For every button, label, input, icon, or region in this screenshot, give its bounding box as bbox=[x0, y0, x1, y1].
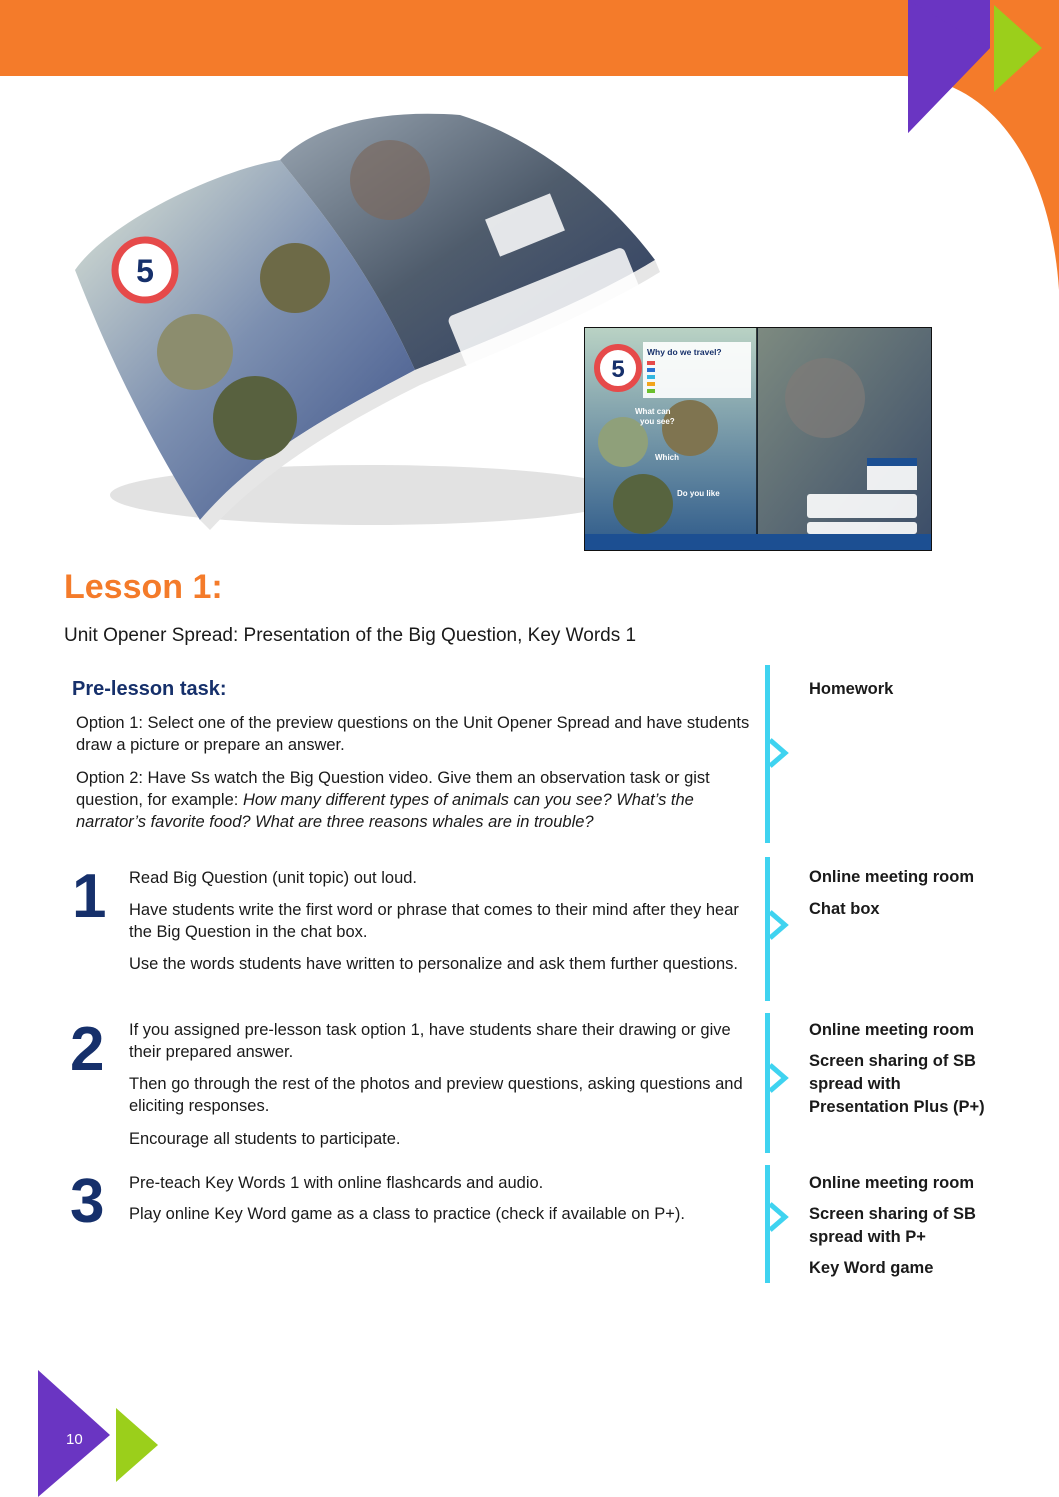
step1-para2: Have students write the first word or phrase that comes to their mind after they hear the Big Question in the chat box. bbox=[129, 901, 739, 941]
step1-resource-2: Chat box bbox=[809, 900, 880, 918]
option2-examples: How many different types of animals can you see? What’s the narrator’s favorite food? What are three reasons whales are in trouble? bbox=[76, 791, 694, 831]
svg-text:you see?: you see? bbox=[640, 417, 675, 426]
svg-text:5: 5 bbox=[611, 356, 625, 383]
pre-lesson-title: Pre-lesson task: bbox=[72, 678, 227, 700]
step1-resource-1: Online meeting room bbox=[809, 868, 975, 886]
resource-homework: Homework bbox=[809, 680, 894, 698]
step3-para1: Pre-teach Key Words 1 with online flashcards and audio. bbox=[129, 1174, 544, 1192]
step2-resource-1: Online meeting room bbox=[809, 1021, 975, 1039]
lesson-title: Lesson 1: bbox=[64, 568, 223, 606]
step2-resource-2: Screen sharing of SB spread with Presentation Plus (P+) bbox=[809, 1052, 985, 1116]
pre-lesson-option1: Option 1: Select one of the preview questions on the Unit Opener Spread and have students draw a picture or prepare an answer. bbox=[76, 714, 750, 754]
step3-resource-3: Key Word game bbox=[809, 1259, 934, 1277]
photo-circle-3 bbox=[213, 376, 297, 460]
divider-step-1 bbox=[765, 857, 785, 1001]
divider-step-3 bbox=[765, 1165, 785, 1283]
svg-text:Why do we travel?: Why do we travel? bbox=[647, 347, 722, 357]
pre-lesson-option2 bbox=[76, 767, 766, 833]
step3-para2: Play online Key Word game as a class to practice (check if available on P+). bbox=[129, 1205, 685, 1223]
page-number: 10 bbox=[66, 1431, 83, 1448]
option2-lead: Option 2: Have Ss watch the Big Question video. Give them an observation task or gist question, for example: bbox=[76, 769, 710, 809]
unit-opener-spread-preview bbox=[584, 327, 932, 551]
svg-text:Do you like: Do you like bbox=[677, 489, 720, 498]
spread-graphic bbox=[585, 328, 931, 550]
step-number-3: 3 bbox=[70, 1167, 105, 1236]
footer-green-arrow-icon bbox=[116, 1408, 158, 1482]
open-textbook-photo bbox=[70, 100, 670, 540]
svg-text:Which: Which bbox=[655, 453, 679, 462]
section-divider-bars bbox=[762, 665, 794, 1285]
step-number-1: 1 bbox=[72, 862, 107, 931]
lesson-subtitle: Unit Opener Spread: Presentation of the Big Question, Key Words 1 bbox=[64, 625, 637, 646]
step1-para3: Use the words students have written to personalize and ask them further questions. bbox=[129, 955, 738, 973]
step1-para1: Read Big Question (unit topic) out loud. bbox=[129, 869, 418, 887]
footer-decoration bbox=[38, 1370, 163, 1497]
step3-resource-1: Online meeting room bbox=[809, 1174, 975, 1192]
svg-text:5: 5 bbox=[136, 253, 154, 289]
divider-pre-lesson bbox=[765, 665, 785, 843]
svg-text:What can: What can bbox=[635, 407, 671, 416]
photo-circle-2 bbox=[157, 314, 233, 390]
step-number-2: 2 bbox=[70, 1015, 105, 1084]
divider-step-2 bbox=[765, 1013, 785, 1153]
step2-para2: Then go through the rest of the photos and preview questions, asking questions and eliciting responses. bbox=[129, 1075, 743, 1115]
photo-circle-1 bbox=[260, 243, 330, 313]
step3-resource-2: Screen sharing of SB spread with P+ bbox=[809, 1205, 976, 1246]
step2-para1: If you assigned pre-lesson task option 1, have students share their drawing or give their prepared answer. bbox=[129, 1021, 731, 1061]
step2-para3: Encourage all students to participate. bbox=[129, 1130, 401, 1148]
